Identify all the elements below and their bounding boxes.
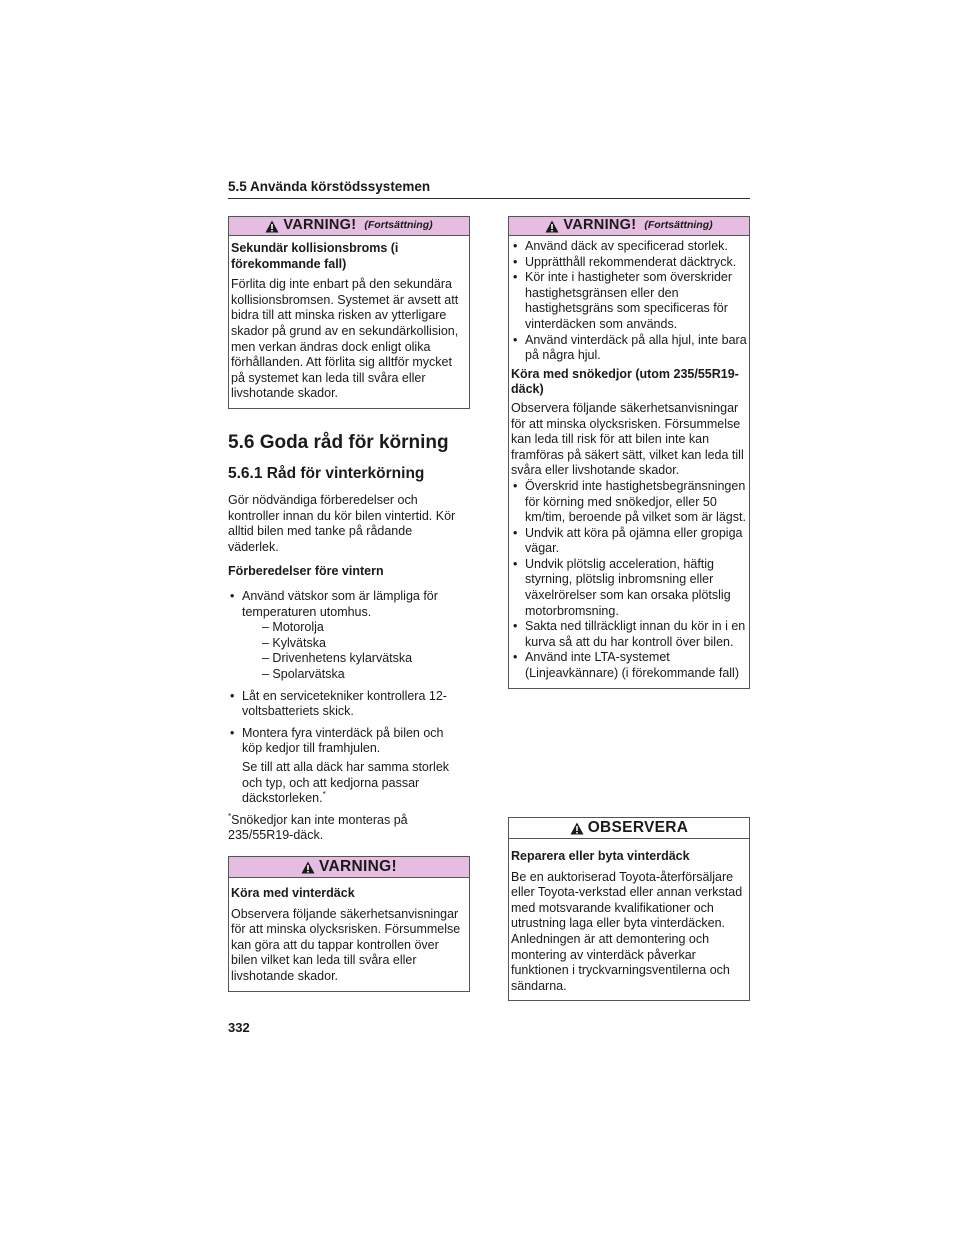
warning-header (509, 217, 749, 236)
list-item (228, 726, 464, 807)
list-item-paragraph (242, 760, 464, 807)
list-item: • Använd vinterdäck på alla hjul, inte bara på några hjul. (511, 333, 747, 364)
warning-body: Observera följande säkerhetsanvisningar för att minska olycksrisken. Försummelse kan leda till risk för att bilen inte kan framföras på säkert sätt, vilket kan leda till svåra eller livshotande skador. (511, 400, 744, 478)
list-item: • Sakta ned tillräckligt innan du kör in i en kurva så att du har kontroll över bilen. (511, 619, 747, 650)
chapter-title: 5.6 Goda råd för körning (228, 432, 449, 453)
list-item (228, 589, 464, 683)
warning-bullets-bottom (511, 479, 747, 682)
warning-box-winter-tires (228, 856, 470, 992)
left-body (228, 493, 464, 844)
intro-paragraph: Gör nödvändiga förberedelser och kontroller innan du kör bilen vintertid. Kör alltid bilen med tanke på rådande väderlek. (228, 493, 456, 554)
warning-header (229, 857, 469, 878)
prep-heading: Förberedelser före vintern (228, 564, 384, 579)
warning-triangle-icon (570, 822, 584, 835)
list-item: • Använd däck av specificerad storlek. (511, 239, 747, 255)
warning-box-continued-right (508, 216, 750, 689)
list-item: • Undvik att köra på ojämna eller gropiga vägar. (511, 526, 747, 557)
list-item: • Kör inte i hastigheter som överskrider hastighetsgränsen eller den hastighetsgräns som specificeras för vinterdäcken som används. (511, 270, 747, 332)
list-item-text: Använd vätskor som är lämpliga för temperaturen utomhus. (242, 588, 438, 619)
footnote-text: Snökedjor kan inte monteras på 235/55R19-däck. (228, 812, 408, 843)
footnote-marker: * (322, 790, 326, 800)
sub-item: – Motorolja (262, 620, 324, 635)
warning-triangle-icon (301, 861, 315, 874)
footnote (228, 813, 464, 844)
warning-box-continued-left (228, 216, 470, 409)
list-item: • Låt en servicetekniker kontrollera 12-voltsbatteriets skick. (228, 689, 464, 720)
prep-list (228, 589, 464, 807)
notice-title: OBSERVERA (587, 819, 689, 837)
sub-item: – Spolarvätska (262, 666, 345, 681)
warning-subheading: Köra med vinterdäck (231, 886, 355, 900)
warning-subheading: Sekundär kollisionsbroms (i förekommande fall) (231, 241, 399, 271)
page-number: 332 (228, 1020, 250, 1035)
footnote-marker: * (228, 811, 232, 821)
subchapter-title: 5.6.1 Råd för vinterkörning (228, 465, 425, 482)
continuation-label: (Fortsättning) (644, 219, 713, 232)
list-item: • Överskrid inte hastighetsbegränsningen för körning med snökedjor, eller 50 km/tim, beroende på vilket som är lägst. (511, 479, 747, 526)
list-item: • Upprätthåll rekommenderat däcktryck. (511, 255, 747, 271)
paragraph-text: Se till att alla däck har samma storlek och typ, och att kedjorna passar däckstorleken. (242, 759, 450, 806)
warning-title: VARNING! (283, 217, 357, 234)
section-header: 5.5 Använda körstödssystemen (228, 178, 750, 199)
warning-subheading: Köra med snökedjor (utom 235/55R19-däck) (511, 366, 739, 397)
warning-bullets-top (511, 239, 747, 364)
sub-item: – Drivenhetens kylarvätska (262, 651, 413, 666)
warning-title: VARNING! (563, 217, 637, 234)
notice-header (509, 818, 749, 839)
warning-title: VARNING! (319, 858, 397, 876)
notice-box (508, 817, 750, 1001)
warning-header (229, 217, 469, 236)
warning-body: Förlita dig inte enbart på den sekundära kollisionsbromsen. Systemet är avsett att bidra till att minska risken av ytterligare skador på grund av en sekundärkollision, men verkan ändras dock enligt olika förhållanden. Att förlita sig alltför mycket på systemet kan leda till svåra eller livshotande skador. (231, 277, 459, 401)
continuation-label: (Fortsättning) (364, 219, 433, 232)
notice-subheading: Reparera eller byta vinterdäck (511, 849, 690, 863)
list-item: • Använd inte LTA-systemet (Linjeavkännare) (i förekommande fall) (511, 650, 747, 681)
warning-body: Observera följande säkerhetsanvisningar för att minska olycksrisken. Försummelse kan göra att du tappar kontrollen över bilen vilket kan leda till svåra eller livshotande skador. (231, 906, 461, 983)
warning-triangle-icon (265, 220, 279, 233)
warning-triangle-icon (545, 220, 559, 233)
sub-item: – Kylvätska (262, 635, 326, 650)
notice-body: Be en auktoriserad Toyota-återförsäljare eller Toyota-verkstad eller annan verkstad med motsvarande kvalifikationer och utrustning laga eller byta vinterdäcken. Anledningen är att demontering och montering av vinterdäck påverkar funktionen i tryckvarningsventilerna och sändarna. (511, 869, 743, 993)
list-item-text: Montera fyra vinterdäck på bilen och köp kedjor till framhjulen. (242, 725, 444, 756)
list-item: • Undvik plötslig acceleration, häftig styrning, plötslig inbromsning eller växelrörelser som kan orsaka plötslig motorbromsning. (511, 557, 747, 619)
